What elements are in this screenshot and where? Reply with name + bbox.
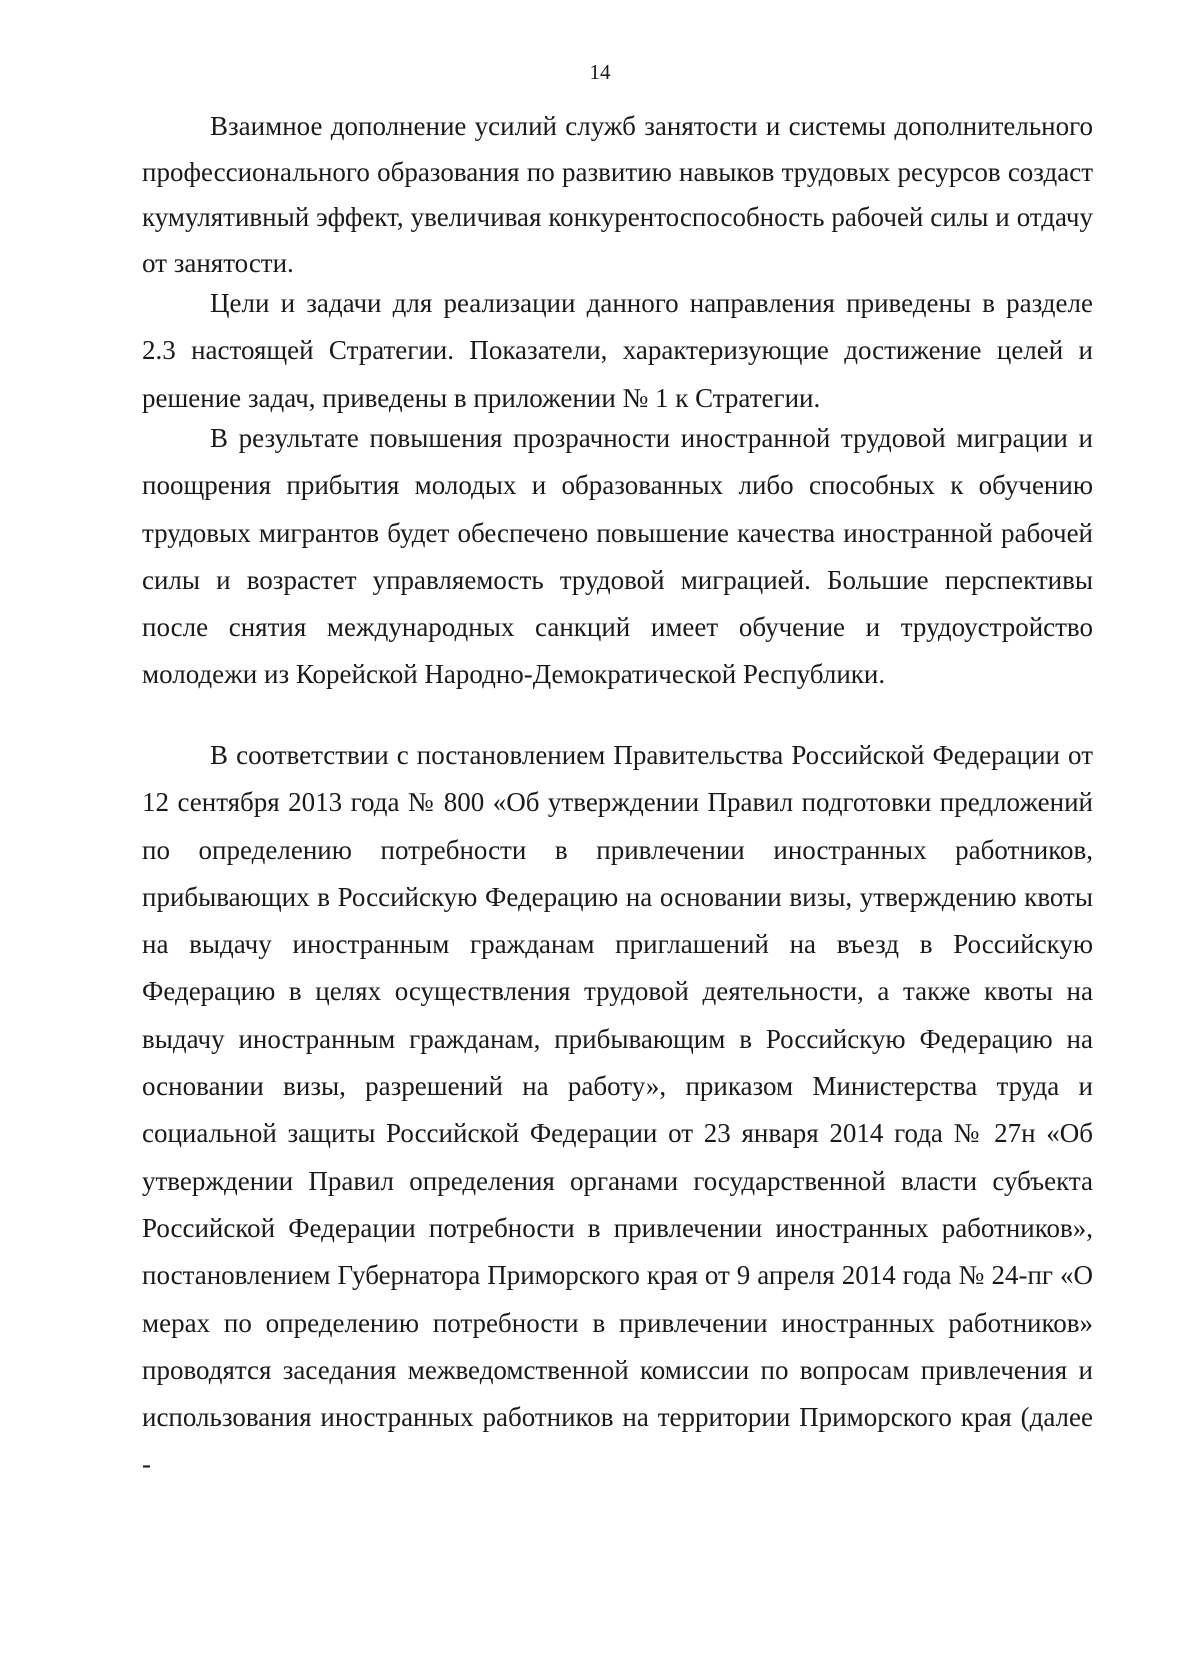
page-number: 14 bbox=[589, 60, 611, 84]
paragraph-goals-objectives: Цели и задачи для реализации данного направления приведены в разделе 2.3 настоящей Стратегии. Показатели, характеризующие достижение целей и решение задач, приведены в приложении № 1 к Стратегии. bbox=[142, 288, 1093, 413]
paragraph-block-1 bbox=[142, 104, 1093, 286]
paragraph-block-2 bbox=[142, 280, 1093, 422]
paragraph-block-3 bbox=[142, 415, 1093, 699]
paragraph-labor-migration: В результате повышения прозрачности иностранной трудовой миграции и поощрения прибытия молодых и образованных либо способных к обучению трудовых мигрантов будет обеспечено повышение качества иностранной рабочей силы и возрастет управляемость трудовой миграцией. Большие перспективы после снятия международных санкций имеет обучение и трудоустройство молодежи из Корейской Народно-Демократической Республики. bbox=[142, 423, 1093, 690]
paragraph-block-4 bbox=[142, 732, 1093, 1489]
paragraph-legal-basis: В соответствии с постановлением Правительства Российской Федерации от 12 сентября 2013 года № 800 «Об утверждении Правил подготовки предложений по определению потребности в привлечении иностранных работников, прибывающих в Российскую Федерацию на основании визы, утверждению квоты на выдачу иностранным гражданам приглашений на въезд в Российскую Федерацию в целях осуществления трудовой деятельности, а также квоты на выдачу иностранным гражданам, прибывающим в Российскую Федерацию на основании визы, разрешений на работу», приказом Министерства труда и социальной защиты Российской Федерации от 23 января 2014 года № 27н «Об утверждении Правил определения органами государственной власти субъекта Российской Федерации потребности в привлечении иностранных работников», постановлением Губернатора Приморского края от 9 апреля 2014 года № 24-пг «О мерах по определению потребности в привлечении иностранных работников» проводятся заседания межведомственной комиссии по вопросам привлечения и использования иностранных работников на территории Приморского края (далее - bbox=[142, 740, 1093, 1480]
paragraph-mutual-complement: Взаимное дополнение усилий служб занятости и системы дополнительного профессионального образования по развитию навыков трудовых ресурсов создаст кумулятивный эффект, увеличивая конкурентоспособность рабочей силы и отдачу от занятости. bbox=[142, 111, 1093, 278]
